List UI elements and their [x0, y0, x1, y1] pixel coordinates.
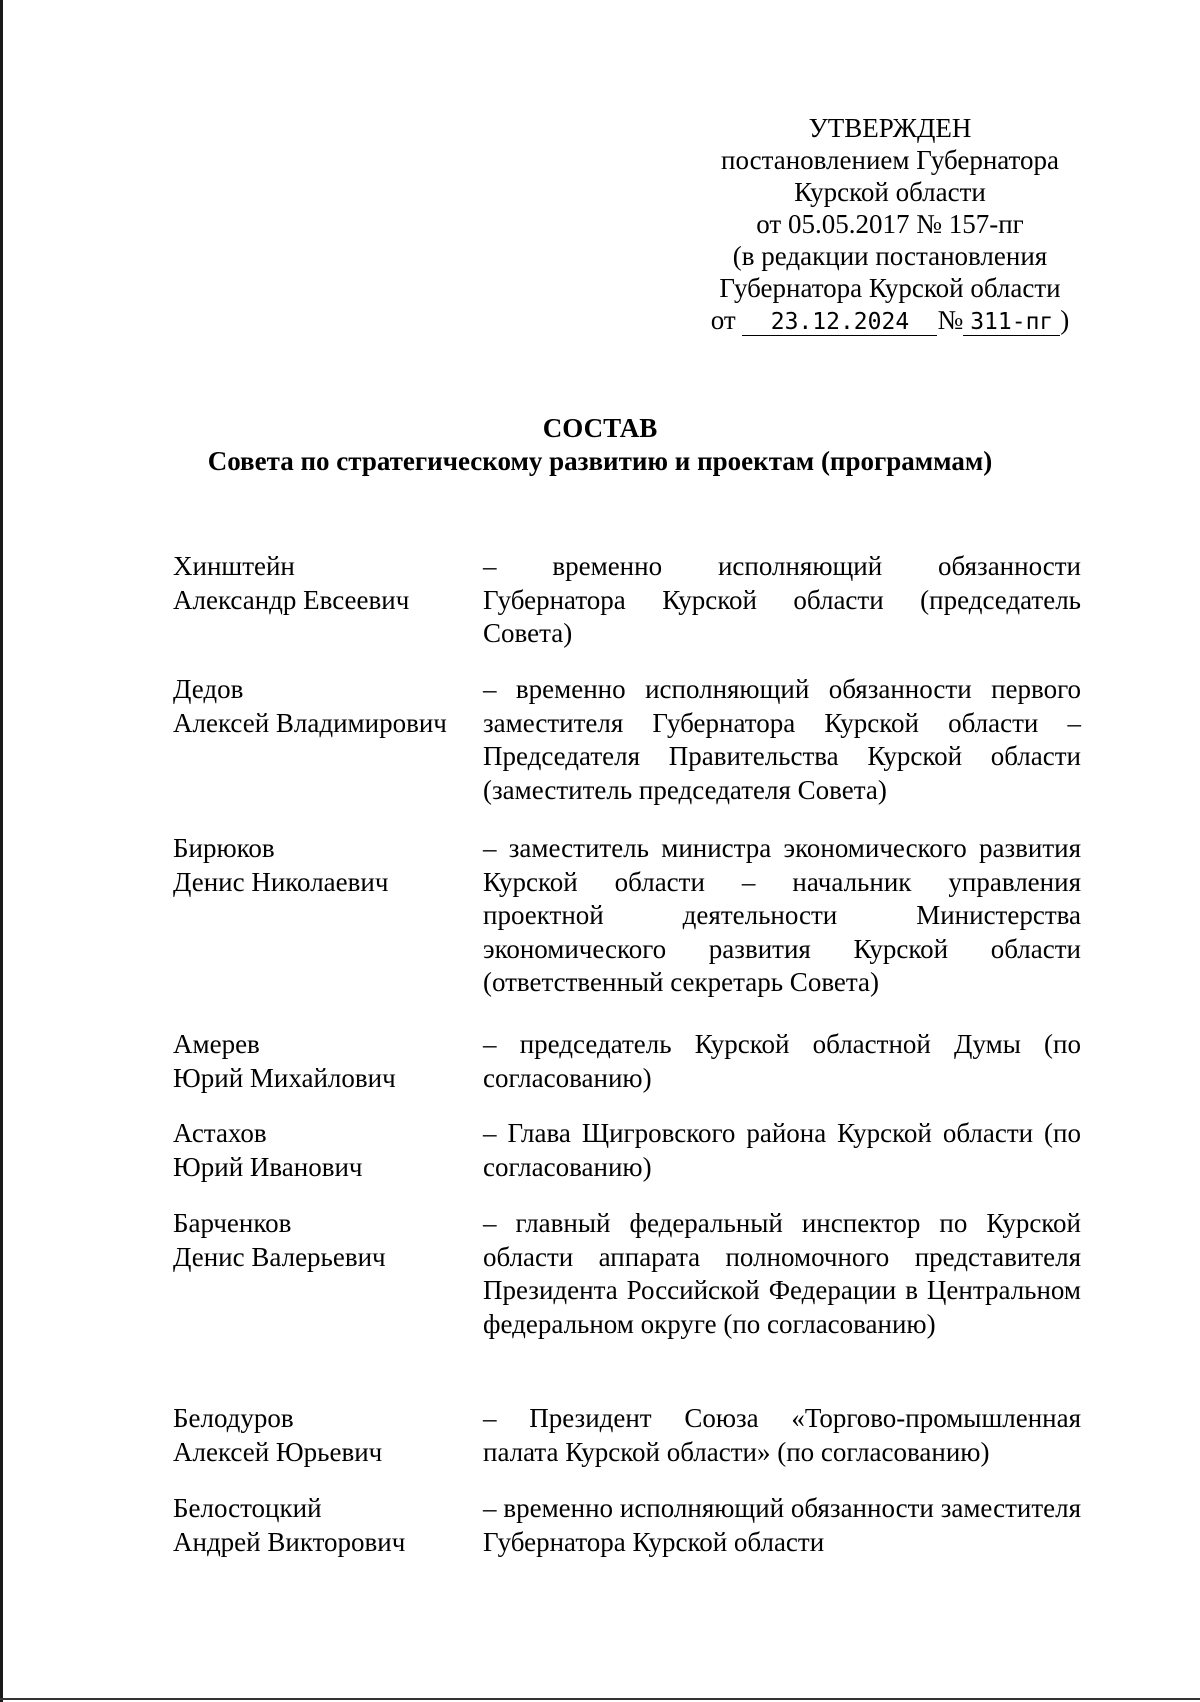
approval-original-ref: от 05.05.2017 № 157-пг	[756, 209, 1024, 239]
member-surname: Хинштейн	[173, 551, 295, 581]
approval-stamp	[700, 112, 1080, 336]
member-given-name: Денис Николаевич	[173, 866, 389, 897]
approval-heading: УТВЕРЖДЕН	[808, 113, 972, 143]
approval-line: (в редакции постановления	[732, 241, 1048, 271]
amendment-number-sign: №	[937, 305, 964, 335]
approval-line: Губернатора Курской области	[719, 273, 1061, 303]
member-given-name: Алексей Владимирович	[173, 707, 447, 738]
member-surname: Белодуров	[173, 1403, 294, 1433]
member-name	[173, 673, 473, 740]
member-name	[173, 1117, 473, 1184]
member-surname: Амерев	[173, 1029, 260, 1059]
member-given-name: Алексей Юрьевич	[173, 1436, 383, 1467]
member-name	[173, 1207, 473, 1274]
member-name	[173, 832, 473, 899]
member-role: – временно исполняющий обязанности первого заместителя Губернатора Курской области – Председателя Правительства Курской области (заместитель председателя Совета)	[483, 674, 1081, 805]
amendment-ref	[700, 304, 1080, 336]
member-given-name: Юрий Иванович	[173, 1151, 363, 1182]
amendment-number: 311-пг	[963, 309, 1060, 336]
member-role: – Президент Союза «Торгово-промышленная палата Курской области» (по согласованию)	[483, 1403, 1081, 1467]
amendment-date: 23.12.2024	[742, 309, 937, 336]
member-surname: Белостоцкий	[173, 1493, 322, 1523]
member-given-name: Александр Евсеевич	[173, 584, 410, 615]
member-surname: Астахов	[173, 1118, 267, 1148]
member-surname: Барченков	[173, 1208, 292, 1238]
approval-line: Курской области	[794, 177, 986, 207]
member-given-name: Юрий Михайлович	[173, 1062, 396, 1093]
approval-line: постановлением Губернатора	[721, 145, 1059, 175]
amendment-prefix: от	[710, 305, 736, 335]
scan-edge-left	[0, 0, 3, 1702]
member-role: – временно исполняющий обязанности заместителя Губернатора Курской области	[483, 1493, 1081, 1557]
member-role: – председатель Курской областной Думы (по согласованию)	[483, 1029, 1081, 1093]
member-role: – заместитель министра экономического развития Курской области – начальник управления проектной деятельности Министерства экономического развития Курской области (ответственный секретарь Совета)	[483, 833, 1081, 997]
member-surname: Дедов	[173, 674, 244, 704]
document-title: СОСТАВ	[542, 413, 658, 443]
member-role: – Глава Щигровского района Курской области (по согласованию)	[483, 1118, 1081, 1182]
member-name	[173, 1402, 473, 1469]
member-role: – главный федеральный инспектор по Курской области аппарата полномочного представителя Президента Российской Федерации в Центральном федеральном округе (по согласованию)	[483, 1208, 1081, 1339]
scan-edge-bottom	[0, 1698, 1200, 1700]
member-surname: Бирюков	[173, 833, 275, 863]
member-name	[173, 1492, 473, 1559]
document-subtitle: Совета по стратегическому развитию и проектам (программам)	[207, 446, 993, 476]
amendment-closing: )	[1060, 305, 1070, 335]
member-given-name: Денис Валерьевич	[173, 1241, 386, 1272]
member-given-name: Андрей Викторович	[173, 1526, 406, 1557]
member-name	[173, 1028, 473, 1095]
member-name	[173, 550, 473, 617]
member-role: – временно исполняющий обязанности Губернатора Курской области (председатель Совета)	[483, 551, 1081, 648]
